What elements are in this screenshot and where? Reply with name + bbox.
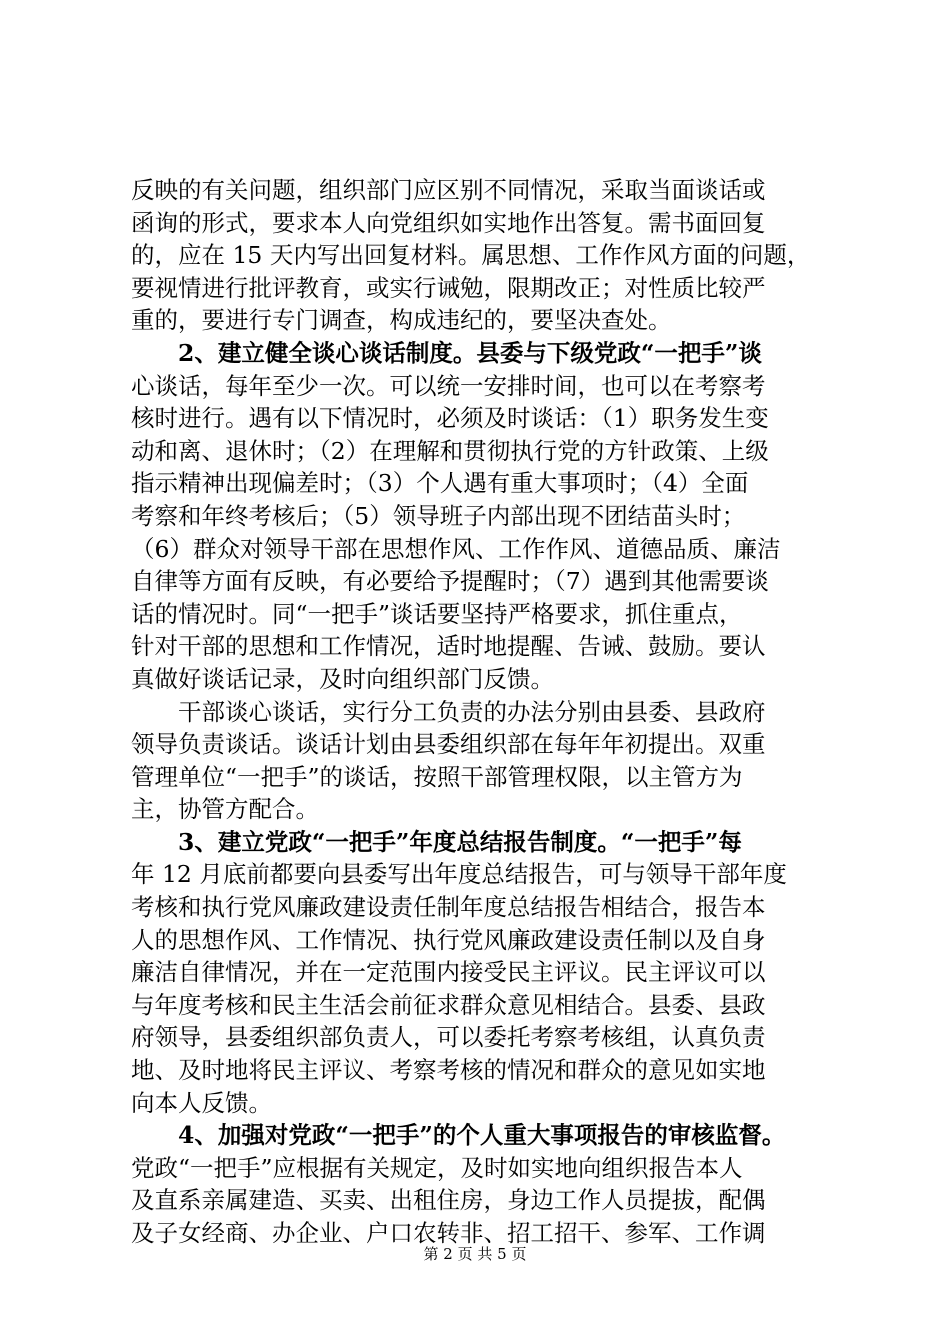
text-line: 及子女经商、办企业、户口农转非、招工招干、参军、工作调 [131,1219,766,1247]
text-line: 反映的有关问题，组织部门应区别不同情况，采取当面谈话或 [131,176,766,204]
text-line: 动和离、退休时；（2）在理解和贯彻执行党的方针政策、上级 [131,436,769,465]
text-line: 人的思想作风、工作情况、执行党风廉政建设责任制以及自身 [131,925,766,954]
text-line: 廉洁自律情况，并在一定范围内接受民主评议。民主评议可以 [131,958,766,987]
text-line: 管理单位“一把手”的谈话，按照干部管理权限，以主管方为 [131,762,743,791]
text-line: 话的情况时。同“一把手”谈话要坚持严格要求，抓住重点， [131,599,743,628]
text-line: 与年度考核和民主生活会前征求群众意见相结合。县委、县政 [131,990,766,1019]
text-line: 针对干部的思想和工作情况，适时地提醒、告诫、鼓励。要认 [131,632,766,661]
text-line: 干部谈心谈话，实行分工负责的办法分别由县委、县政府 [178,697,766,726]
text-line: 向本人反馈。 [131,1088,272,1117]
text-line: 要视情进行批评教育，或实行诫勉，限期改正；对性质比较严 [131,273,766,302]
text-line: 心谈话，每年至少一次。可以统一安排时间，也可以在考察考 [131,371,766,400]
text-line: 府领导，县委组织部负责人，可以委托考察考核组，认真负责 [131,1023,766,1052]
text-line: 主，协管方配合。 [131,795,319,824]
section-heading-line: 3、建立党政“一把手”年度总结报告制度。“一把手”每 [178,827,742,856]
text-line: 自律等方面有反映，有必要给予提醒时；（7）遇到其他需要谈 [131,567,769,596]
section-heading-line: 2、建立健全谈心谈话制度。县委与下级党政“一把手”谈 [178,338,762,367]
text-line: 函询的形式，要求本人向党组织如实地作出答复。需书面回复 [131,208,766,237]
text-line: （6）群众对领导干部在思想作风、工作作风、道德品质、廉洁 [131,534,781,563]
text-line: 领导负责谈话。谈话计划由县委组织部在每年年初提出。双重 [131,730,766,759]
text-line: 及直系亲属建造、买卖、出租住房，身边工作人员提拔，配偶 [131,1186,766,1215]
text-line: 考察和年终考核后；（5）领导班子内部出现不团结苗头时； [131,501,746,530]
text-line: 重的，要进行专门调查，构成违纪的，要坚决查处。 [131,306,672,335]
document-body [131,174,831,1250]
text-line: 真做好谈话记录，及时向组织部门反馈。 [131,664,554,693]
page-footer: 第 2 页 共 5 页 [423,1245,527,1263]
text-line: 的，应在 15 天内写出回复材料。属思想、工作作风方面的问题， [131,241,811,270]
text-line: 党政“一把手”应根据有关规定，及时如实地向组织报告本人 [131,1153,743,1182]
text-line: 年 12 月底前都要向县委写出年度总结报告，可与领导干部年度 [131,860,787,889]
text-line: 核时进行。遇有以下情况时，必须及时谈话：（1）职务发生变 [131,404,769,433]
section-heading-line: 4、加强对党政“一把手”的个人重大事项报告的审核监督。 [178,1121,786,1150]
text-line: 指示精神出现偏差时；（3）个人遇有重大事项时；（4）全面 [131,469,749,498]
text-line: 地、及时地将民主评议、考察考核的情况和群众的意见如实地 [131,1056,766,1085]
text-line: 考核和执行党风廉政建设责任制年度总结报告相结合，报告本 [131,893,766,922]
